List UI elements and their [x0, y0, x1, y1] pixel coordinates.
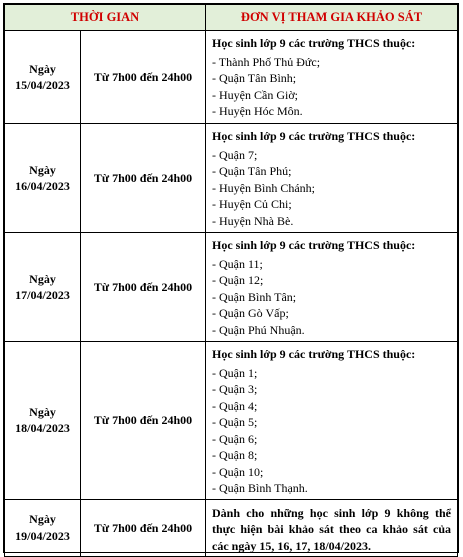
- time-cell: Từ 7h00 đến 24h00: [81, 233, 206, 342]
- date-value: 17/04/2023: [15, 288, 70, 302]
- list-item: - Quận 10;: [212, 464, 264, 479]
- table-header-row: [5, 5, 458, 31]
- list-item: - Quận 6;: [212, 431, 258, 446]
- list-item: - Quận 12;: [212, 273, 264, 287]
- day-label: Ngày: [29, 162, 56, 177]
- time-cell: Từ 7h00 đến 24h00: [81, 499, 206, 557]
- list-item: - Quận 7;: [212, 147, 258, 162]
- units-cell: [206, 342, 458, 500]
- time-cell: Từ 7h00 đến 24h00: [81, 31, 206, 124]
- table-row: [5, 233, 458, 342]
- makeup-note: Dành cho những học sinh lớp 9 không thể thực hiện bài khảo sát theo ca khảo sát của các ngày 15, 16, 17, 18/04/2023.: [212, 505, 451, 553]
- table-row: [5, 124, 458, 233]
- time-cell: Từ 7h00 đến 24h00: [81, 124, 206, 233]
- list-item: - Quận Gò Vấp;: [212, 306, 289, 320]
- list-item: - Quận 8;: [212, 448, 258, 462]
- date-value: 16/04/2023: [15, 179, 70, 193]
- date-value: 19/04/2023: [15, 528, 70, 543]
- list-item: - Quận 3;: [212, 382, 258, 396]
- list-item: - Thành Phố Thủ Đức;: [212, 54, 321, 69]
- date-cell: [5, 499, 81, 557]
- header-time: THỜI GIAN: [5, 5, 206, 31]
- day-label: Ngày: [29, 512, 56, 527]
- day-label: Ngày: [29, 404, 56, 419]
- day-label: Ngày: [29, 271, 56, 286]
- date-value: 18/04/2023: [15, 421, 70, 436]
- table-row: [5, 31, 458, 124]
- units-heading: Học sinh lớp 9 các trường THCS thuộc:: [212, 238, 416, 252]
- list-item: - Huyện Cần Giờ;: [212, 87, 299, 102]
- date-cell: [5, 124, 81, 233]
- table-row: [5, 342, 458, 500]
- list-item: - Huyện Củ Chi;: [212, 197, 292, 211]
- date-cell: [5, 31, 81, 124]
- units-heading: Học sinh lớp 9 các trường THCS thuộc:: [212, 36, 416, 50]
- date-cell: [5, 233, 81, 342]
- units-cell: [206, 499, 458, 557]
- table-row: [5, 499, 458, 557]
- list-item: - Quận 11;: [212, 256, 263, 271]
- list-item: - Huyện Bình Chánh;: [212, 180, 316, 195]
- day-label: Ngày: [29, 61, 56, 76]
- units-heading: Học sinh lớp 9 các trường THCS thuộc:: [212, 129, 416, 143]
- list-item: - Quận 1;: [212, 365, 258, 380]
- list-item: - Huyện Hóc Môn.: [212, 104, 303, 118]
- header-units: ĐƠN VỊ THAM GIA KHẢO SÁT: [206, 5, 458, 31]
- list-item: - Quận Tân Bình;: [212, 71, 297, 85]
- units-cell: [206, 124, 458, 233]
- list-item: - Huyện Nhà Bè.: [212, 213, 294, 228]
- time-cell: Từ 7h00 đến 24h00: [81, 342, 206, 500]
- units-cell: [206, 31, 458, 124]
- list-item: - Quận Phú Nhuận.: [212, 322, 305, 337]
- list-item: - Quận Bình Tân;: [212, 289, 297, 304]
- list-item: - Quận Tân Phú;: [212, 164, 292, 178]
- date-value: 15/04/2023: [15, 78, 70, 92]
- list-item: - Quận Bình Thạnh.: [212, 481, 308, 495]
- list-item: - Quận 4;: [212, 398, 258, 413]
- schedule-table-frame: [3, 3, 459, 553]
- survey-schedule-table: [4, 4, 458, 557]
- units-heading: Học sinh lớp 9 các trường THCS thuộc:: [212, 347, 416, 361]
- units-cell: [206, 233, 458, 342]
- list-item: - Quận 5;: [212, 415, 258, 429]
- date-cell: [5, 342, 81, 500]
